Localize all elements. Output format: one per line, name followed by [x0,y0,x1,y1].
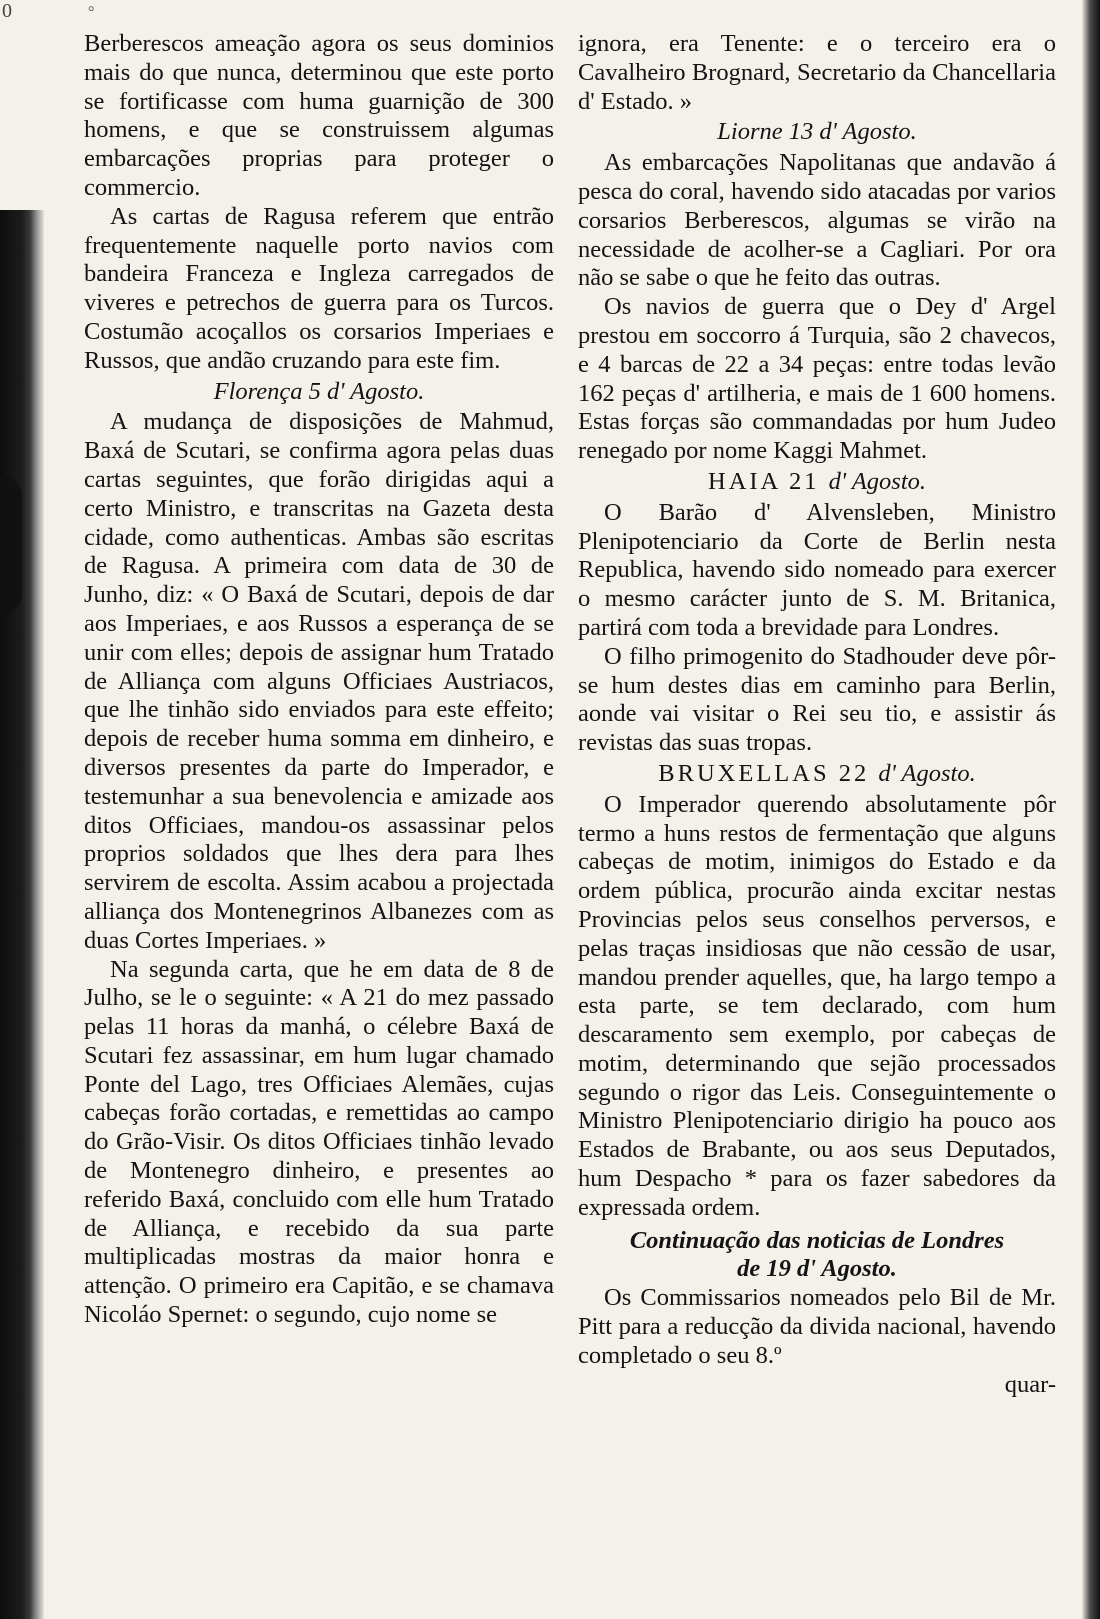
right-column [578,30,1056,1399]
city-bruxellas: BRUXELLAS 22 [658,759,870,787]
scan-border-left [0,210,44,1619]
paragraph-mahmud: A mudança de disposições de Mahmud, Baxá de Scutari, se confirma agora pelas duas cartas seguintes, que forão dirigidas aqui a certo Ministro, e transcritas na Gazeta desta cidade, como authenticas. Ambas são escritas de Ragusa. A primeira com data de 30 de Junho, diz: « O Baxá de Scutari, depois de dar aos Imperiaes, e aos Russos a esperança de se unir com elles; depois de assignar hum Tratado de Alliança com alguns Officiaes Austriacos, que lhe tinhão sido enviados para este effeito; depois de receber huma somma em dinheiro, e diversos presentes da parte do Imperador, e testemunhar a sua benevolencia e amizade aos ditos Officiaes, mandou-os assassinar pelos proprios soldados que lhes dera para lhes servirem de escolta. Assim acabou a projectada alliança dos Montenegrinos Albanezes com as duas Cortes Imperiaes. » [84,408,554,954]
paragraph-stadhouder: O filho primogenito do Stadhouder deve pôr-se hum destes dias em caminho para Berlin, aonde vai visitar o Rei seu tio, e assistir ás revistas das suas tropas. [578,642,1056,757]
left-column [84,30,554,1330]
scan-border-right [1082,0,1100,1619]
dateline-haia [578,468,1056,497]
paragraph-alvensleben: O Barão d' Alvensleben, Ministro Plenipotenciario da Corte de Berlin nesta Republica, havendo sido nomeado para exercer o mesmo carácter junto de S. M. Britanica, partirá com toda a brevidade para Londres. [578,498,1056,641]
heading-londres-date: de 19 d' Agosto. [737,1255,897,1283]
scan-binding-hole [0,475,22,615]
paragraph-napolitan-boats: As embarcações Napolitanas que andavão á pesca do coral, havendo sido atacadas por varios corsarios Berberescos, algumas se virão na necessidade de acolher-se a Cagliari. Por ora não se sabe o que he feito das outras. [578,149,1056,292]
dateline-bruxellas [578,760,1056,789]
corner-mark: 0 [2,0,12,22]
paragraph-imperador: O Imperador querendo absolutamente pôr termo a huns restos de fermentação que alguns cabeças de motim, inimigos do Estado e da ordem pública, procurão ainda excitar nestas Provincias pelos seus conselhos perversos, e pelas traças insidiosas que não cessão de usar, mandou prender aquelles, que, ha largo tempo a esta parte, se tem declarado, com hum descaramento sem exemplo, por cabeças de motim, determinando que sejão processados segundo o rigor das Leis. Conseguintemente o Ministro Plenipotenciario dirigio ha pouco aos Estados de Brabante, ou aos seus Deputados, hum Despacho * para os fazer sabedores da expressada ordem. [578,790,1056,1221]
paragraph-officers-cont: ignora, era Tenente: e o terceiro era o Cavalheiro Brognard, Secretario da Chancellaria d' Estado. » [578,30,1056,115]
catchword: quar- [1004,1370,1056,1398]
paragraph-ragusa-letters: As cartas de Ragusa referem que entrão frequentemente naquelle porto navios com bandeira Franceza e Ingleza carregados de viveres e petrechos de guerra para os Turcos. Costumão acoçallos os corsarios Imperiaes e Russos, que andão cruzando para este fim. [84,202,554,374]
heading-londres: Continuação das noticias de Londres [629,1226,1005,1254]
city-haia: HAIA 21 [708,467,820,495]
paragraph-berberescos: Berberescos ameação agora os seus dominios mais do que nunca, determinou que este porto se fortificasse com huma guarnição de 300 homens, e que se construissem algumas embarcações proprias para proteger o commercio. [84,30,554,201]
dateline-liorne: Liorne 13 d' Agosto. [717,118,917,146]
paragraph-second-letter: Na segunda carta, que he em data de 8 de Julho, se le o seguinte: « A 21 do mez passado pelas 11 horas da manhá, o célebre Baxá de Scutari fez assassinar, em hum lugar chamado Ponte del Lago, tres Officiaes Alemães, cujas cabeças forão cortadas, e remettidas ao campo do Grão-Visir. Os ditos Officiaes tinhão levado de Montenegro dinheiro, e presentes ao referido Baxá, concluido com elle hum Tratado de Alliança, e recebido da sua parte multiplicadas mostras da maior honra e attenção. O primeiro era Capitão, e se chamava Nicoláo Spernet: o segundo, cujo nome se [84,955,554,1329]
paragraph-dey-argel: Os navios de guerra que o Dey d' Argel prestou em soccorro á Turquia, são 2 chavecos, e 4 barcas de 22 a 34 peças: entre todas levão 162 peças d' artilheria, e mais de 1 600 homens. Estas forças são commandadas por hum Judeo renegado por nome Kaggi Mahmet. [578,293,1056,465]
date-haia: d' Agosto. [828,467,926,495]
dateline-florenca: Florença 5 d' Agosto. [213,377,425,405]
dot-mark: ° [88,4,95,21]
date-bruxellas: d' Agosto. [878,759,976,787]
paragraph-commissarios: Os Commissarios nomeados pelo Bil de Mr. Pitt para a reducção da divida nacional, havendo completado o seu 8.º [578,1284,1056,1369]
